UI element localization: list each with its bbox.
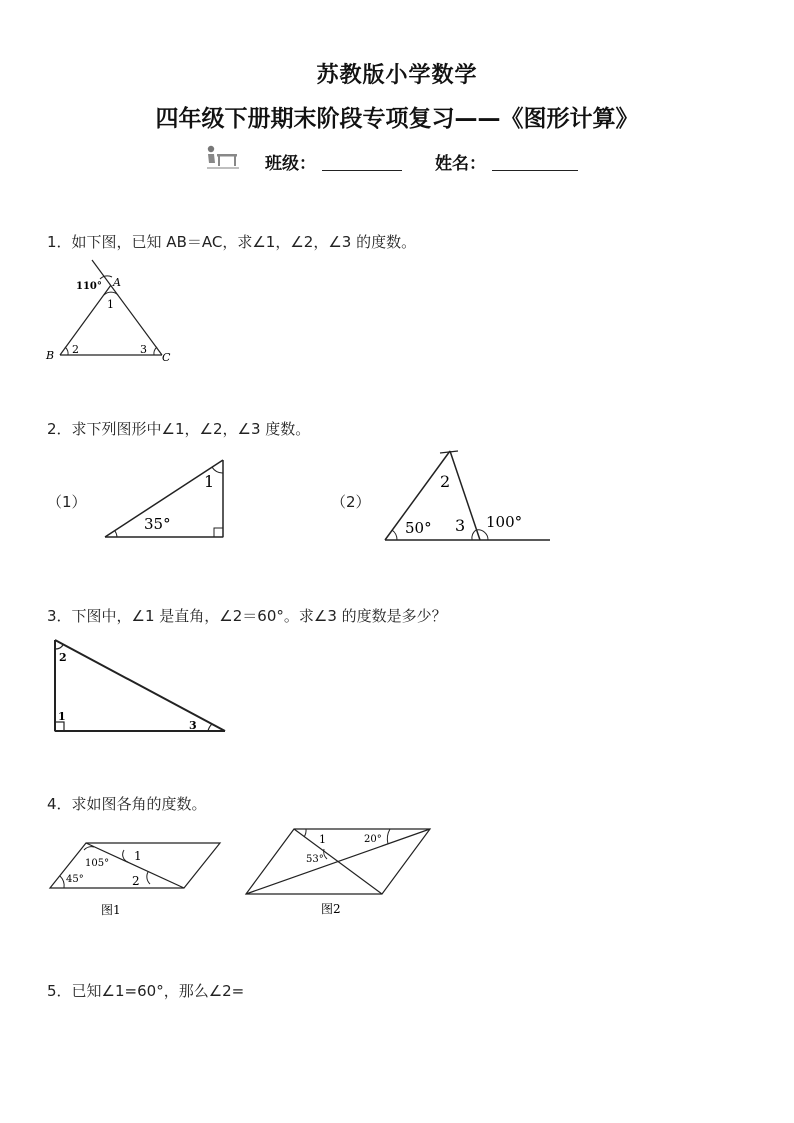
q2-fig1-angle-35: 35° — [144, 515, 171, 533]
class-blank[interactable] — [322, 170, 402, 171]
q4-fig1-parallelogram — [44, 838, 226, 920]
q1-angle-110: 110° — [76, 281, 102, 292]
q4-fig2-label-1: 1 — [319, 833, 326, 846]
q1-label-3: 3 — [140, 343, 147, 356]
q4-fig1-caption: 图1 — [101, 903, 121, 917]
desk-student-icon — [205, 144, 241, 170]
q1-label-2: 2 — [72, 343, 79, 356]
q4-fig2-caption: 图2 — [321, 902, 341, 916]
q2-sub1-label: （1） — [47, 493, 87, 511]
q4-fig1-angle-105: 105° — [85, 858, 110, 869]
question-2: 2．求下列图形中∠1，∠2，∠3 度数。 — [47, 420, 311, 438]
name-blank[interactable] — [492, 170, 578, 171]
question-1: 1．如下图，已知 AB＝AC，求∠1，∠2，∠3 的度数。 — [47, 233, 417, 251]
q2-fig1-triangle — [100, 455, 235, 545]
name-label: 姓名： — [435, 154, 486, 174]
student-info-row — [205, 144, 605, 178]
q3-label-3: 3 — [189, 719, 197, 732]
q3-right-triangle — [48, 635, 233, 740]
q3-label-2: 2 — [59, 651, 67, 664]
q2-fig2-triangle — [380, 445, 555, 545]
question-3: 3．下图中，∠1 是直角，∠2＝60°。求∠3 的度数是多少？ — [47, 607, 447, 625]
page-title: 苏教版小学数学 — [316, 63, 478, 88]
q4-fig1-label-1: 1 — [134, 849, 142, 863]
q2-fig2-angle-100: 100° — [486, 513, 523, 531]
question-5: 5．已知∠1=60°，那么∠2= — [47, 982, 245, 1000]
q1-vertex-b: B — [46, 349, 55, 362]
q4-fig1-label-2: 2 — [132, 874, 140, 888]
q4-fig2-angle-20: 20° — [364, 834, 382, 845]
question-4: 4．求如图各角的度数。 — [47, 795, 207, 813]
q1-vertex-a: A — [113, 276, 121, 289]
q1-vertex-c: C — [162, 351, 171, 364]
page-subtitle: 四年级下册期末阶段专项复习——《图形计算》 — [155, 106, 639, 132]
q2-fig2-label-2: 2 — [440, 472, 451, 491]
q2-sub2-label: （2） — [331, 493, 371, 511]
q1-triangle-figure — [40, 255, 180, 370]
q4-fig2-parallelogram — [240, 823, 435, 919]
q4-fig1-angle-45: 45° — [66, 874, 84, 885]
q2-fig2-label-3: 3 — [455, 516, 466, 535]
q4-fig2-angle-53: 53° — [306, 854, 324, 865]
q2-fig2-angle-50: 50° — [405, 519, 432, 537]
class-label: 班级： — [265, 154, 316, 174]
q1-label-1: 1 — [107, 298, 114, 311]
q2-fig1-label-1: 1 — [204, 472, 215, 491]
q3-label-1: 1 — [58, 710, 66, 723]
